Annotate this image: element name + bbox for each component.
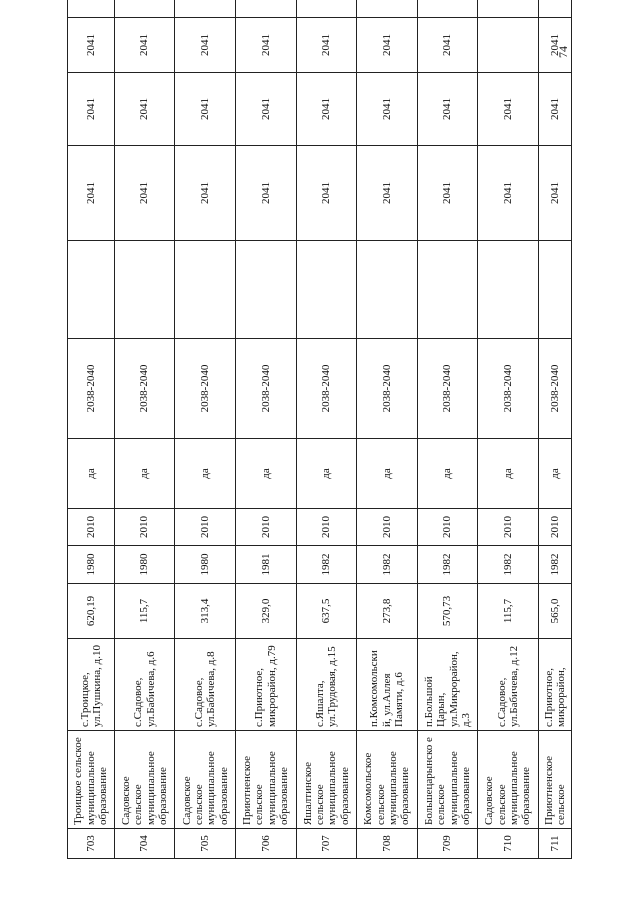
year-cell: 2041 xyxy=(417,73,478,146)
need-flag-cell: да xyxy=(68,439,115,509)
address-cell: с.Приютное, микрорайон, xyxy=(538,639,571,731)
need-flag-cell: да xyxy=(478,439,539,509)
page-number: 74 xyxy=(556,46,570,58)
year-cell: 2041 xyxy=(538,73,571,146)
year-cell: 2041 xyxy=(357,73,418,146)
need-flag-cell: да xyxy=(114,439,175,509)
year-repair-cell: 2010 xyxy=(478,509,539,546)
year-repair-cell: 2010 xyxy=(296,509,357,546)
area-cell: 637,5 xyxy=(296,584,357,639)
table-row xyxy=(296,0,357,859)
address-cell: с.Садовое, ул.Бабичева, д.6 xyxy=(114,639,175,731)
year-cell: 2041 xyxy=(478,73,539,146)
year-built-cell: 1980 xyxy=(68,546,115,584)
year-cell: 2041 xyxy=(235,73,296,146)
registry-table xyxy=(67,0,572,859)
area-cell: 570,73 xyxy=(417,584,478,639)
empty-cell xyxy=(357,241,418,339)
year-cell: 2041 xyxy=(114,146,175,241)
year-repair-cell: 2010 xyxy=(114,509,175,546)
table-row xyxy=(175,0,236,859)
year-cell xyxy=(538,0,571,18)
year-built-cell: 1982 xyxy=(538,546,571,584)
year-cell: 2041 xyxy=(68,146,115,241)
repair-period-cell: 2038-2040 xyxy=(478,339,539,439)
row-number: 707 xyxy=(296,829,357,859)
row-number: 708 xyxy=(357,829,418,859)
year-cell xyxy=(68,0,115,18)
year-cell: 2041 xyxy=(235,18,296,73)
year-cell xyxy=(478,0,539,18)
row-number: 705 xyxy=(175,829,236,859)
row-number: 711 xyxy=(538,829,571,859)
municipality-cell: Комсомольское сельское муниципальное образование xyxy=(357,731,418,829)
area-cell: 115,7 xyxy=(478,584,539,639)
year-cell: 2041 xyxy=(538,18,571,73)
area-cell: 273,8 xyxy=(357,584,418,639)
municipality-cell: Яшалтинское сельское муниципальное образование xyxy=(296,731,357,829)
year-cell: 2041 xyxy=(357,146,418,241)
year-cell xyxy=(296,0,357,18)
year-cell xyxy=(478,18,539,73)
year-cell xyxy=(357,0,418,18)
year-cell xyxy=(235,0,296,18)
year-cell: 2041 xyxy=(357,18,418,73)
area-cell: 565,0 xyxy=(538,584,571,639)
need-flag-cell: да xyxy=(175,439,236,509)
year-cell xyxy=(175,0,236,18)
empty-cell xyxy=(68,241,115,339)
address-cell: с.Яшалта, ул.Трудовая, д.15 xyxy=(296,639,357,731)
area-cell: 329,0 xyxy=(235,584,296,639)
year-cell: 2041 xyxy=(114,73,175,146)
row-number: 710 xyxy=(478,829,539,859)
municipality-cell: Троицкое сельское муниципальное образование xyxy=(68,731,115,829)
table-row xyxy=(478,0,539,859)
repair-period-cell: 2038-2040 xyxy=(357,339,418,439)
table-row xyxy=(417,0,478,859)
area-cell: 115,7 xyxy=(114,584,175,639)
address-cell: с.Садовое, ул.Бабичева, д.8 xyxy=(175,639,236,731)
need-flag-cell: да xyxy=(296,439,357,509)
row-number: 706 xyxy=(235,829,296,859)
year-cell: 2041 xyxy=(538,146,571,241)
need-flag-cell: да xyxy=(357,439,418,509)
row-number: 704 xyxy=(114,829,175,859)
year-built-cell: 1980 xyxy=(114,546,175,584)
year-cell: 2041 xyxy=(68,18,115,73)
empty-cell xyxy=(538,241,571,339)
year-cell xyxy=(417,0,478,18)
repair-period-cell: 2038-2040 xyxy=(114,339,175,439)
year-cell: 2041 xyxy=(296,146,357,241)
need-flag-cell: да xyxy=(235,439,296,509)
address-cell: п.Большой Царын, ул.Микрорайон, д.3 xyxy=(417,639,478,731)
empty-cell xyxy=(175,241,236,339)
year-repair-cell: 2010 xyxy=(538,509,571,546)
year-cell: 2041 xyxy=(175,73,236,146)
table-row xyxy=(538,0,571,859)
table-body xyxy=(68,0,572,859)
year-repair-cell: 2010 xyxy=(175,509,236,546)
municipality-cell: Большецарынско е сельское муниципальное образование xyxy=(417,731,478,829)
table-row xyxy=(235,0,296,859)
empty-cell xyxy=(417,241,478,339)
row-number: 709 xyxy=(417,829,478,859)
repair-period-cell: 2038-2040 xyxy=(68,339,115,439)
year-built-cell: 1982 xyxy=(296,546,357,584)
year-cell: 2041 xyxy=(175,18,236,73)
repair-period-cell: 2038-2040 xyxy=(417,339,478,439)
empty-cell xyxy=(114,241,175,339)
empty-cell xyxy=(478,241,539,339)
year-built-cell: 1982 xyxy=(478,546,539,584)
year-built-cell: 1982 xyxy=(417,546,478,584)
year-cell: 2041 xyxy=(235,146,296,241)
repair-period-cell: 2038-2040 xyxy=(538,339,571,439)
address-cell: с.Троицкое, ул.Пушкина, д.10 xyxy=(68,639,115,731)
empty-cell xyxy=(296,241,357,339)
year-cell xyxy=(114,0,175,18)
row-number: 703 xyxy=(68,829,115,859)
table-row xyxy=(68,0,115,859)
repair-period-cell: 2038-2040 xyxy=(175,339,236,439)
municipality-cell: Садовское сельское муниципальное образование xyxy=(114,731,175,829)
table-container xyxy=(67,34,572,859)
year-repair-cell: 2010 xyxy=(357,509,418,546)
address-cell: п.Комсомольски й, ул.Аллея Памяти, д.6 xyxy=(357,639,418,731)
year-cell: 2041 xyxy=(478,146,539,241)
year-repair-cell: 2010 xyxy=(68,509,115,546)
municipality-cell: Приютненское сельское xyxy=(538,731,571,829)
repair-period-cell: 2038-2040 xyxy=(296,339,357,439)
year-cell: 2041 xyxy=(296,73,357,146)
area-cell: 313,4 xyxy=(175,584,236,639)
year-built-cell: 1982 xyxy=(357,546,418,584)
municipality-cell: Приютненское сельское муниципальное образование xyxy=(235,731,296,829)
year-cell: 2041 xyxy=(417,18,478,73)
area-cell: 620,19 xyxy=(68,584,115,639)
year-repair-cell: 2010 xyxy=(417,509,478,546)
need-flag-cell: да xyxy=(538,439,571,509)
year-cell: 2041 xyxy=(114,18,175,73)
year-repair-cell: 2010 xyxy=(235,509,296,546)
table-row xyxy=(357,0,418,859)
year-built-cell: 1981 xyxy=(235,546,296,584)
municipality-cell: Садовское сельское муниципальное образование xyxy=(478,731,539,829)
year-cell: 2041 xyxy=(417,146,478,241)
year-cell: 2041 xyxy=(68,73,115,146)
need-flag-cell: да xyxy=(417,439,478,509)
year-built-cell: 1980 xyxy=(175,546,236,584)
address-cell: с.Садовое, ул.Бабичева, д.12 xyxy=(478,639,539,731)
empty-cell xyxy=(235,241,296,339)
municipality-cell: Садовское сельское муниципальное образование xyxy=(175,731,236,829)
repair-period-cell: 2038-2040 xyxy=(235,339,296,439)
address-cell: с.Приютное, микрорайон, д.79 xyxy=(235,639,296,731)
year-cell: 2041 xyxy=(296,18,357,73)
year-cell: 2041 xyxy=(175,146,236,241)
table-row xyxy=(114,0,175,859)
